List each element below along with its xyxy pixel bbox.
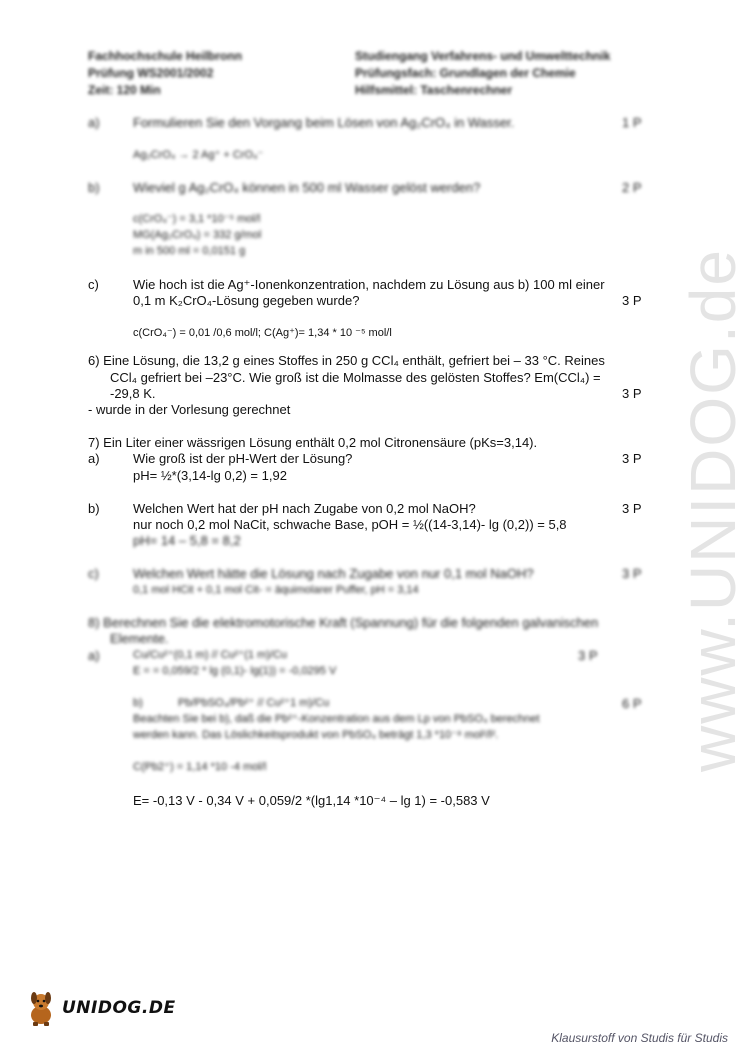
q7a-points: 3 P <box>622 451 642 466</box>
q8b-line-1: Beachten Sie bei b), daß die Pb²⁺-Konzentration aus dem Lp von PbSO₄ berechnet <box>133 713 540 725</box>
header-right <box>355 48 610 99</box>
q7c-text: Welchen Wert hätte die Lösung nach Zugabe von nur 0,1 mol NaOH? <box>133 566 534 581</box>
qa-answer: Ag₂CrO₄ → 2 Ag⁺ + CrO₄⁻ <box>133 149 264 161</box>
qa-points: 1 P <box>622 115 642 130</box>
qc-line-2: 0,1 m K₂CrO₄-Lösung gegeben wurde? <box>133 293 360 308</box>
qb-answer-1: c(CrO₄⁻) = 3,1 *10⁻⁵ mol/l <box>133 213 261 225</box>
header-time: Zeit: 120 Min <box>88 83 161 97</box>
q7c-label: c) <box>88 566 99 581</box>
qa-text: Formulieren Sie den Vorgang beim Lösen von Ag₂CrO₄ in Wasser. <box>133 115 515 130</box>
header-left <box>88 48 242 99</box>
q8b-line-2: werden kann. Das Löslichkeitsprodukt von PbSO₄ beträgt 1,3 *10⁻⁸ mol²/l². <box>133 729 499 741</box>
q8a-answer: E = = 0,059/2 * lg (0,1)- lg(1)) = -0,0295 V <box>133 665 337 677</box>
qb-label: b) <box>88 180 100 195</box>
q8b-conc: C(Pb2⁺) = 1,14 *10 -4 mol/l <box>133 761 267 773</box>
q8b-label: b) <box>133 697 143 709</box>
q8-line-2: Elemente. <box>110 631 169 646</box>
qc-points: 3 P <box>622 293 642 308</box>
q7b-text: Welchen Wert hat der pH nach Zugabe von 0,2 mol NaOH? <box>133 501 476 516</box>
q6-line-3: -29,8 K. <box>110 386 156 401</box>
dog-icon <box>24 988 58 1028</box>
q7c-points: 3 P <box>622 566 642 581</box>
q8a-points: 3 P <box>578 648 598 663</box>
q7-intro: 7) Ein Liter einer wässrigen Lösung enthält 0,2 mol Citronensäure (pKs=3,14). <box>88 435 538 450</box>
q7b-label: b) <box>88 501 100 516</box>
q6-points: 3 P <box>622 386 642 401</box>
qc-line-1: Wie hoch ist die Ag⁺-Ionenkonzentration, nachdem zu Lösung aus b) 100 ml einer <box>133 277 605 292</box>
q7b-points: 3 P <box>622 501 642 516</box>
q8b-text: Pb/PbSO₄/Pb²⁺ // Cu²⁺1 m)/Cu <box>178 697 330 709</box>
q6-line-1: 6) Eine Lösung, die 13,2 g eines Stoffes in 250 g CCl₄ enthält, gefriert bei – 33 °C. Reines <box>88 353 605 368</box>
header-exam: Prüfung WS2001/2002 <box>88 66 214 80</box>
footer-logo[interactable] <box>24 988 176 1028</box>
q8a-label: a) <box>88 648 100 663</box>
qc-label: c) <box>88 277 99 292</box>
header-aids: Hilfsmittel: Taschenrechner <box>355 83 513 97</box>
qb-points: 2 P <box>622 180 642 195</box>
q7a-answer: pH= ½*(3,14-lg 0,2) = 1,92 <box>133 468 287 483</box>
qa-label: a) <box>88 115 100 130</box>
q8b-result: E= -0,13 V - 0,34 V + 0,059/2 *(lg1,14 *10⁻⁴ – lg 1) = -0,583 V <box>133 793 490 808</box>
q7b-answer-1: nur noch 0,2 mol NaCit, schwache Base, pOH = ½((14-3,14)- lg (0,2)) = 5,8 <box>133 517 567 532</box>
qb-text: Wieviel g Ag₂CrO₄ können in 500 ml Wasser gelöst werden? <box>133 180 481 195</box>
q8b-points: 6 P <box>622 696 642 711</box>
header-school: Fachhochschule Heilbronn <box>88 49 243 63</box>
q6-line-2: CCl₄ gefriert bei –23°C. Wie groß ist die Molmasse des gelösten Stoffes? Em(CCl₄) = <box>110 370 601 385</box>
qb-answer-2: MG(Ag₂CrO₄) = 332 g/mol <box>133 229 262 241</box>
header-subject: Prüfungsfach: Grundlagen der Chemie <box>355 66 576 80</box>
q7a-text: Wie groß ist der pH-Wert der Lösung? <box>133 451 353 466</box>
q7c-answer: 0,1 mol HCit + 0,1 mol Cit- = äquimolarer Puffer, pH = 3,14 <box>133 584 419 596</box>
q7a-label: a) <box>88 451 100 466</box>
q8a-text: Cu/Cu²⁺(0,1 m) // Cu²⁺(1 m)/Cu <box>133 649 288 661</box>
q7b-answer-2: pH= 14 – 5,8 = 8,2 <box>133 533 241 548</box>
watermark <box>668 248 750 772</box>
footer-tagline: Klausurstoff von Studis für Studis <box>551 1031 728 1045</box>
qc-answer: c(CrO₄⁻) = 0,01 /0,6 mol/l; C(Ag⁺)= 1,34 * 10 ⁻⁵ mol/l <box>133 327 392 339</box>
qb-answer-3: m in 500 ml = 0,0151 g <box>133 245 246 257</box>
header-program: Studiengang Verfahrens- und Umwelttechnik <box>355 49 611 63</box>
q6-note: - wurde in der Vorlesung gerechnet <box>88 402 291 417</box>
q8-line-1: 8) Berechnen Sie die elektromotorische Kraft (Spannung) für die folgenden galvanischen <box>88 615 599 630</box>
logo-text: UNIDOG.DE <box>62 998 176 1018</box>
watermark-text: www.UNIDOG.de <box>677 248 749 772</box>
